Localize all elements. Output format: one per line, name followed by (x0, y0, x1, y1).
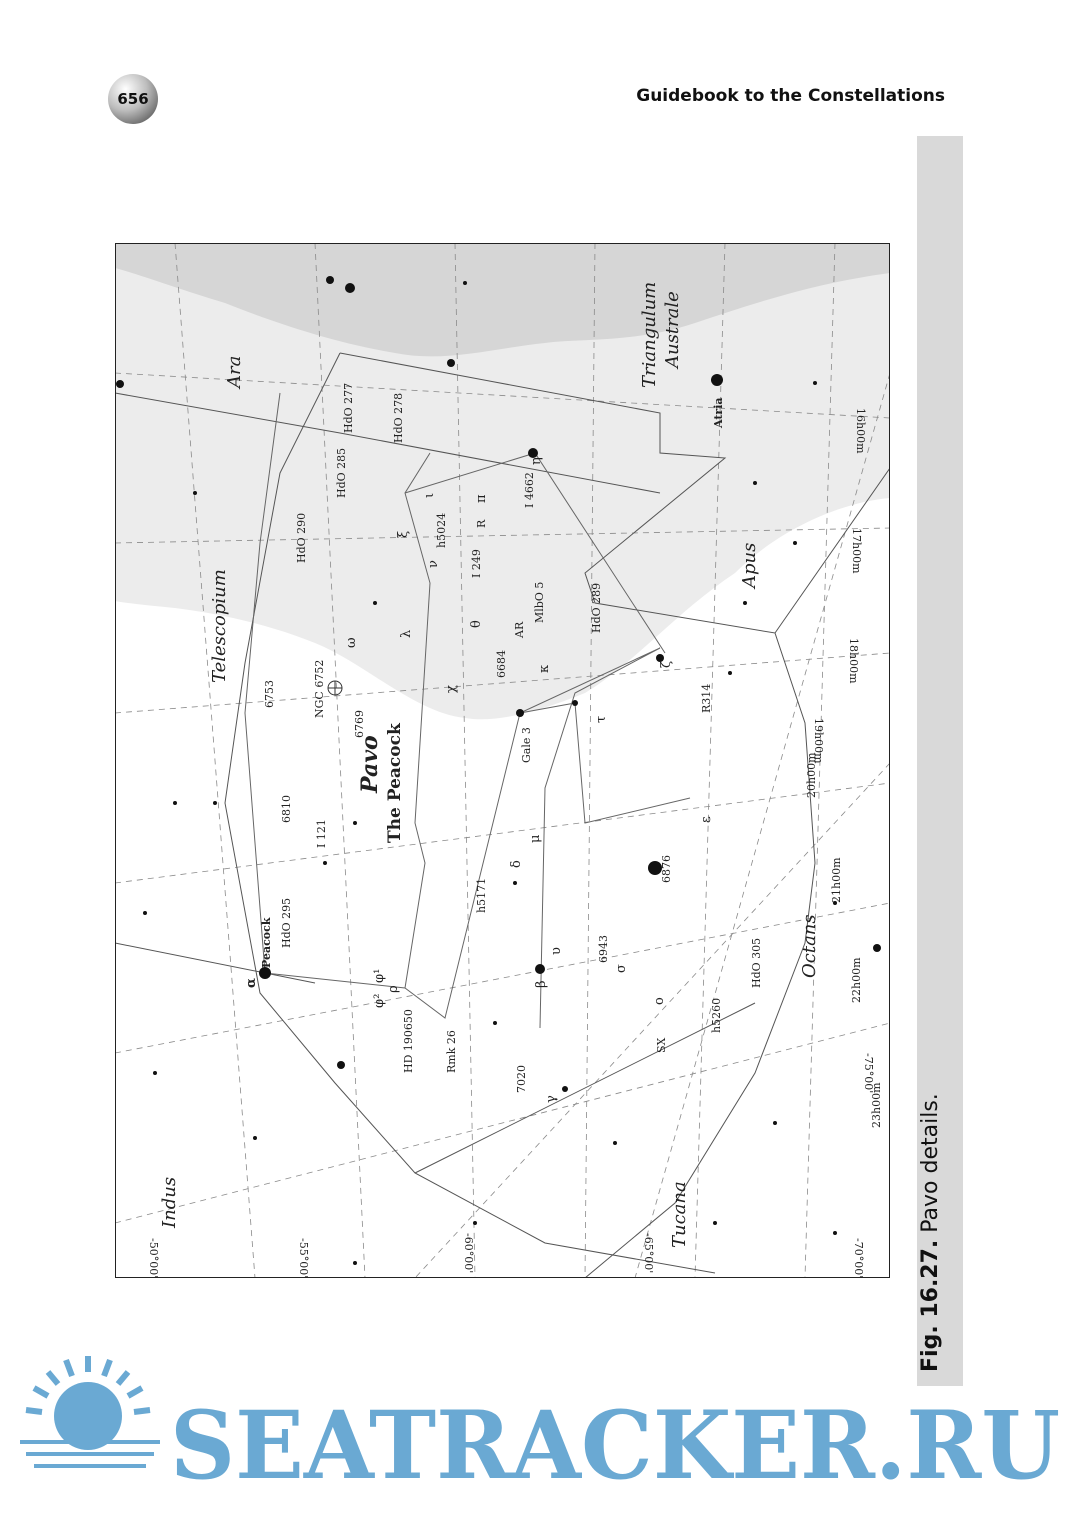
star-chart (115, 243, 890, 1278)
label-the-peacock: The Peacock (385, 723, 405, 843)
label-rmk26: Rmk 26 (445, 1030, 458, 1073)
ra-18h: 18h00m (847, 638, 860, 684)
label-alpha: α (244, 977, 259, 988)
star-tau-node (572, 700, 578, 706)
label-zeta: ζ (659, 660, 674, 668)
label-kappa: κ (537, 664, 552, 673)
star-zeta (656, 654, 664, 662)
label-gamma: γ (544, 1095, 559, 1103)
star-chart-svg (115, 243, 890, 1278)
label-hdo278: HdO 278 (392, 392, 405, 443)
label-sigma: σ (614, 964, 629, 973)
star-ara-3 (326, 276, 334, 284)
label-h5171: h5171 (475, 877, 488, 913)
label-nu: ν (426, 560, 441, 568)
label-sx: SX (655, 1037, 668, 1053)
ra-17h: 17h00m (850, 528, 863, 574)
page-number-badge (108, 74, 158, 124)
dec-75: -75°00' (862, 1053, 875, 1094)
label-apus: Apus (739, 542, 760, 588)
star-gale3 (516, 709, 524, 717)
label-eta: η (529, 457, 544, 465)
star-atria (711, 374, 723, 386)
label-ngc6752: NGC 6752 (313, 659, 326, 718)
label-mlbo5: MlbO 5 (533, 581, 546, 623)
label-hdo295: HdO 295 (280, 897, 293, 948)
label-hd190650: HD 190650 (402, 1009, 415, 1073)
label-pavo: Pavo (357, 735, 383, 793)
label-mu: μ (528, 834, 543, 843)
label-r314: R314 (700, 683, 713, 713)
label-omicron: ο (652, 997, 667, 1005)
star-ara-2 (345, 283, 355, 293)
running-title: Guidebook to the Constellations (636, 86, 945, 106)
dec-65: -65°00' (642, 1233, 655, 1274)
page-number: 656 (117, 90, 149, 108)
label-ar: AR (513, 621, 526, 638)
sun-icon (20, 1356, 160, 1468)
figure-caption (918, 1093, 943, 1372)
star-ara-4 (116, 380, 124, 388)
label-i4662: I 4662 (523, 472, 536, 508)
label-6876: 6876 (660, 855, 673, 883)
label-tucana: Tucana (669, 1181, 690, 1248)
label-xi: ξ (396, 530, 411, 538)
label-theta: θ (469, 620, 484, 628)
watermark (0, 1350, 1080, 1512)
label-telescopium: Telescopium (209, 569, 230, 683)
label-lambda: λ (399, 629, 414, 638)
label-rho: ρ (386, 985, 401, 993)
figure-label: Fig. 16.27. (918, 1239, 943, 1372)
label-atria: Atria (712, 397, 725, 428)
label-hdo277: HdO 277 (342, 382, 355, 433)
label-gale3: Gale 3 (520, 727, 533, 763)
label-tau: τ (594, 715, 609, 723)
dec-55: -55°00' (297, 1238, 310, 1278)
label-r: R (475, 519, 488, 528)
label-iota: ι (422, 492, 437, 498)
ra-16h: 16h00m (854, 408, 867, 454)
star-eta (528, 448, 538, 458)
star-ara-1 (447, 359, 455, 367)
star-bright-sw (337, 1061, 345, 1069)
label-h5024: h5024 (435, 512, 448, 548)
label-australe: Australe (662, 291, 683, 368)
label-pi: π (474, 494, 489, 503)
label-i249: I 249 (470, 549, 483, 578)
label-hdo289: HdO 289 (590, 582, 603, 633)
label-6769: 6769 (353, 710, 366, 738)
label-chi: χ (444, 685, 459, 693)
label-omega: ω (344, 637, 359, 648)
watermark-svg (0, 1350, 1080, 1512)
label-hdo285: HdO 285 (335, 447, 348, 498)
label-phi1: φ¹ (372, 968, 387, 983)
label-epsilon: ε (699, 816, 714, 823)
label-delta: δ (509, 860, 524, 868)
label-upsilon: υ (549, 947, 564, 955)
ra-20h: 20h00m (805, 752, 818, 798)
star-beta (535, 964, 545, 974)
dec-70: -70°00' (852, 1238, 865, 1278)
label-triangulum: Triangulum (639, 281, 660, 388)
label-peacock: Peacock (260, 917, 273, 968)
label-6943: 6943 (597, 935, 610, 963)
label-beta: β (534, 980, 549, 988)
label-hdo305: HdO 305 (750, 937, 763, 988)
label-6684: 6684 (495, 650, 508, 678)
dec-60: -60°00' (462, 1233, 475, 1274)
label-hdo290: HdO 290 (295, 512, 308, 563)
dec-50: -50°00' (147, 1238, 160, 1278)
label-h5260: h5260 (710, 997, 723, 1033)
ra-19h: 19h00m (812, 718, 825, 764)
label-6753: 6753 (263, 680, 276, 708)
label-ara: Ara (224, 355, 245, 388)
ra-21h: 21h00m (830, 857, 843, 903)
star-octans (873, 944, 881, 952)
watermark-text: SEATRACKER.RU (170, 1391, 1060, 1501)
star-gamma (562, 1086, 568, 1092)
label-octans: Octans (799, 914, 820, 978)
globular-6752 (328, 681, 342, 695)
figure-text: Pavo details. (918, 1093, 943, 1233)
label-phi2: φ² (372, 993, 387, 1008)
ra-23h: 23h00m (870, 1082, 883, 1128)
label-i121: I 121 (315, 819, 328, 848)
ra-22h: 22h00m (850, 957, 863, 1003)
label-6810: 6810 (280, 795, 293, 823)
label-indus: Indus (159, 1176, 180, 1228)
label-7020: 7020 (515, 1065, 528, 1093)
